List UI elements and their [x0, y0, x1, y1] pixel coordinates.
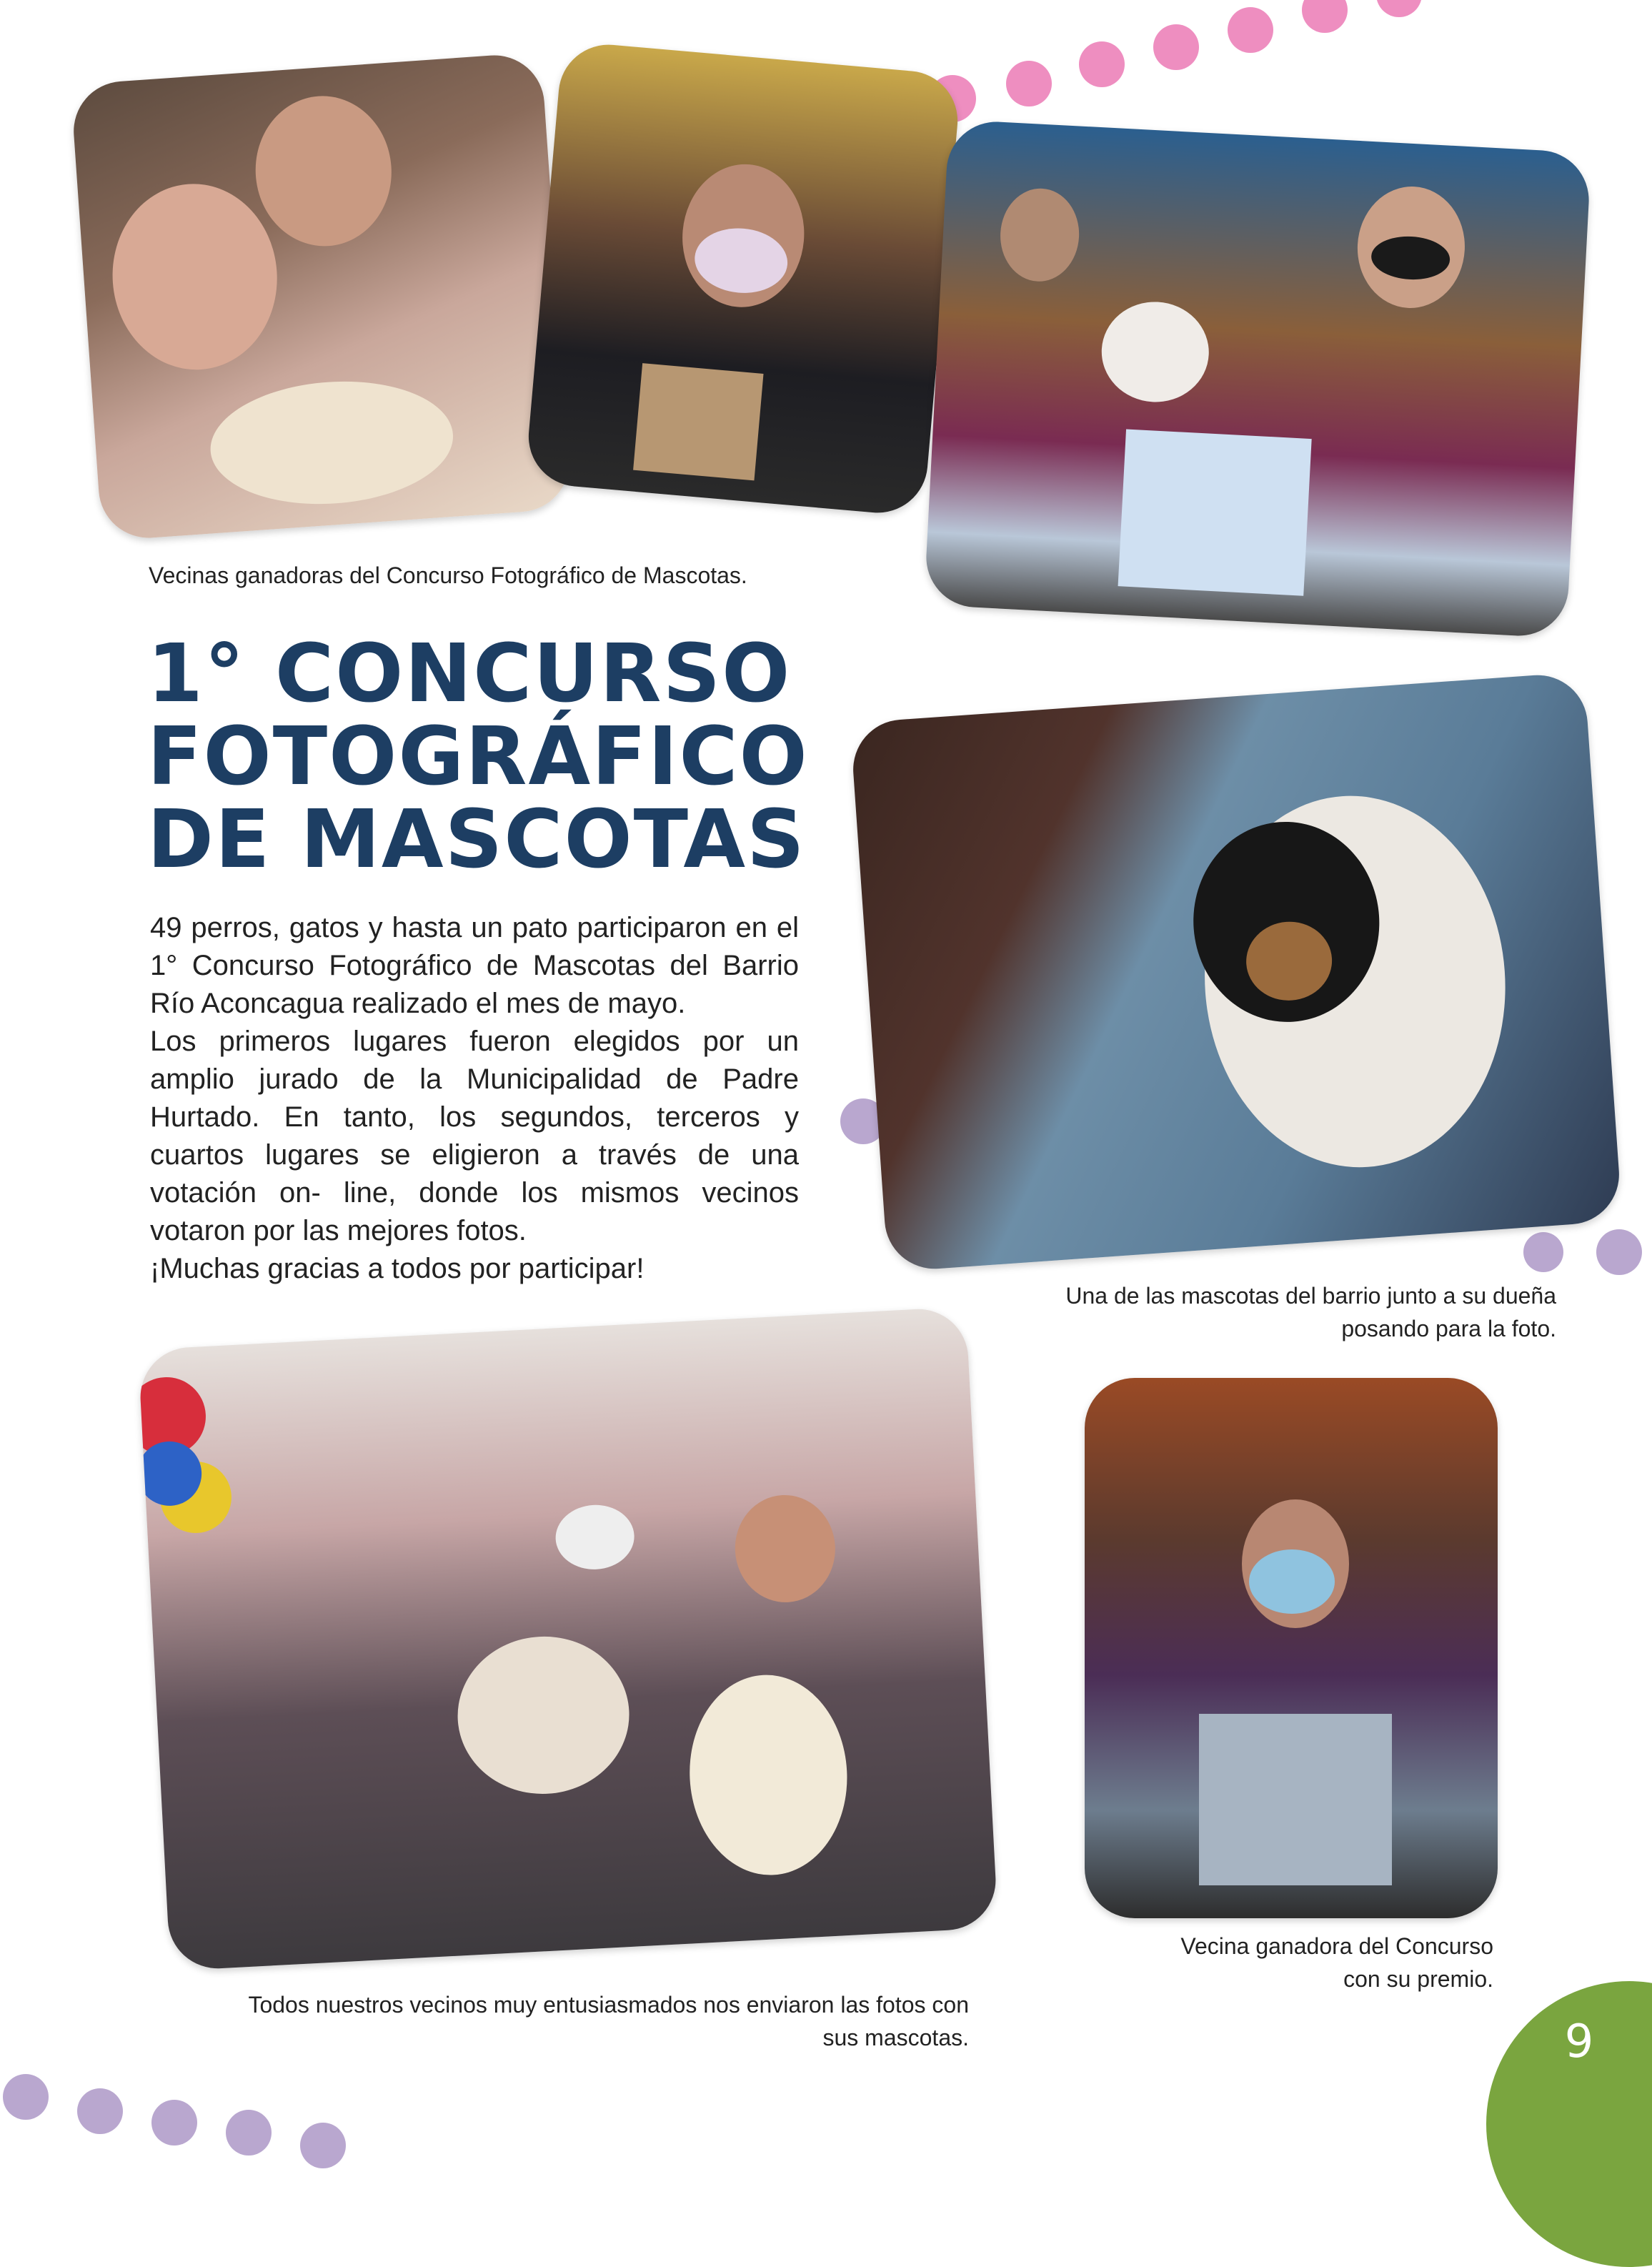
- decorative-dot: [3, 2074, 49, 2120]
- caption-line: sus mascotas.: [822, 2025, 969, 2050]
- title-line: DE MASCOTAS: [147, 793, 806, 886]
- decorative-dot: [1228, 7, 1273, 53]
- article-body: [150, 909, 799, 1288]
- article-paragraph: ¡Muchas gracias a todos por participar!: [150, 1253, 645, 1284]
- decorative-dot: [151, 2100, 197, 2146]
- photo-prize-handover: [924, 119, 1591, 638]
- photo-neighbor-with-prize: [1085, 1378, 1498, 1918]
- decorative-dot: [1153, 24, 1199, 70]
- article-paragraph: 49 perros, gatos y hasta un pato participaron en el 1° Concurso Fotográfico de Mascotas del Barrio Río Aconcagua realizado el mes de mayo.: [150, 912, 799, 1019]
- decorative-dot: [1079, 41, 1125, 87]
- article-title: [147, 627, 862, 886]
- title-line: FOTOGRÁFICO: [147, 710, 809, 803]
- photo-alt: [1085, 1890, 1498, 1908]
- caption-line: Todos nuestros vecinos muy entusiasmados nos enviaron las fotos con: [248, 1992, 969, 2018]
- caption-group-with-pets: [157, 1988, 969, 2054]
- decorative-dot: [1523, 1232, 1563, 1272]
- photo-alt: [886, 1192, 1621, 1262]
- caption-top: Vecinas ganadoras del Concurso Fotográfico de Mascotas.: [149, 562, 747, 588]
- caption-neighbor-with-prize: [1072, 1930, 1493, 1995]
- title-line: 1° CONCURSO: [147, 627, 792, 720]
- page-number: 9: [1564, 2015, 1594, 2068]
- caption-line: con su premio.: [1343, 1966, 1493, 1992]
- decorative-dot: [77, 2088, 123, 2134]
- decorative-dot: [1376, 0, 1422, 17]
- decorative-dot: [1596, 1229, 1642, 1275]
- photo-woman-child-dog: [70, 52, 572, 541]
- caption-line: Vecina ganadora del Concurso: [1180, 1933, 1493, 1959]
- photo-dog-on-blanket: [850, 672, 1622, 1272]
- decorative-dot: [300, 2123, 346, 2168]
- decorative-dot: [1302, 0, 1348, 33]
- decorative-dot: [226, 2110, 272, 2156]
- photo-alt: [169, 1899, 997, 1961]
- caption-dog-on-blanket: [929, 1279, 1556, 1345]
- photo-group-with-pets: [138, 1306, 998, 1971]
- decorative-dot: [1006, 61, 1052, 106]
- caption-line: Una de las mascotas del barrio junto a su dueña: [1065, 1283, 1556, 1309]
- photo-woman-with-prize-bag: [524, 41, 962, 517]
- caption-line: posando para la foto.: [1341, 1316, 1556, 1341]
- article-paragraph: Los primeros lugares fueron elegidos por un amplio jurado de la Municipalidad de Padre Hurtado. En tanto, los segundos, terceros y cuartos lugares se eligieron a través de una votación on- line, donde los mismos vecinos votaron por las mejores fotos.: [150, 1026, 799, 1246]
